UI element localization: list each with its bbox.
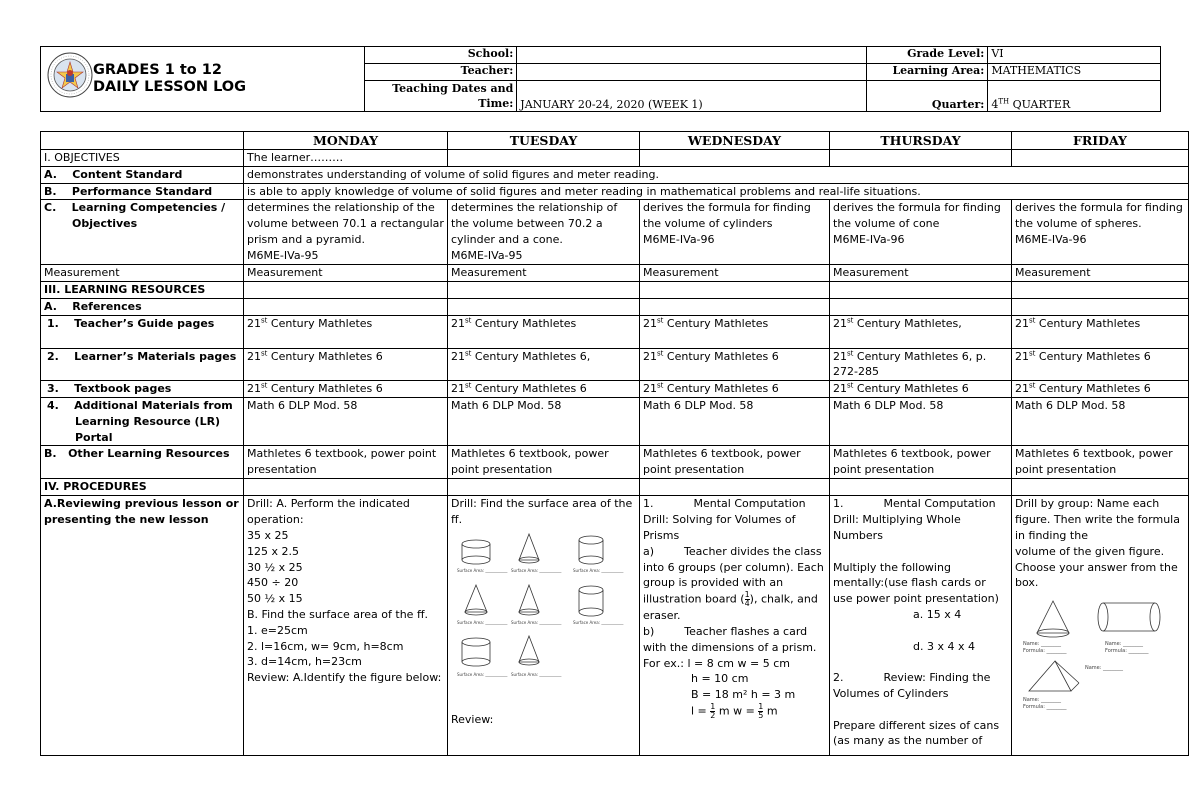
formula-label-1: Formula: ________ bbox=[1023, 648, 1067, 655]
objectives-value: The learner……… bbox=[244, 150, 448, 167]
figure-cylinder-4 bbox=[462, 638, 490, 666]
figures-worksheet bbox=[1015, 597, 1180, 722]
review-row bbox=[41, 496, 1189, 756]
figure-pyramid-friday bbox=[1029, 661, 1079, 691]
textbook-row bbox=[41, 381, 1189, 398]
measurement-wednesday: Measurement bbox=[640, 264, 830, 281]
teacher-label: Teacher: bbox=[365, 64, 517, 81]
grade-level-label: Grade Level: bbox=[866, 47, 988, 64]
day-header-blank bbox=[41, 132, 244, 150]
references-text: References bbox=[72, 299, 142, 313]
quarter-rest: QUARTER bbox=[1009, 98, 1071, 111]
day-header-wednesday: WEDNESDAY bbox=[640, 132, 830, 150]
lm-monday: 21st Century Mathletes 6 bbox=[244, 348, 448, 381]
references-label bbox=[41, 298, 244, 315]
quarter-label: Quarter: bbox=[866, 81, 988, 112]
header-title-line2: DAILY LESSON LOG bbox=[93, 79, 247, 95]
day-header-tuesday: TUESDAY bbox=[448, 132, 640, 150]
tg-monday: 21st Century Mathletes bbox=[244, 315, 448, 348]
objectives-row bbox=[41, 150, 1189, 167]
teaching-dates-label bbox=[365, 81, 517, 112]
day-header-friday: FRIDAY bbox=[1012, 132, 1189, 150]
tb-monday: 21st Century Mathletes 6 bbox=[244, 381, 448, 398]
other-letter: B. bbox=[44, 447, 57, 461]
quarter-value bbox=[988, 81, 1161, 112]
figure-cone-2 bbox=[465, 585, 487, 615]
references-row bbox=[41, 298, 1189, 315]
other-friday: Mathletes 6 textbook, power point presentation bbox=[1012, 446, 1189, 479]
performance-standard-row bbox=[41, 183, 1189, 200]
learning-resources-row bbox=[41, 281, 1189, 298]
tg-friday: 21st Century Mathletes bbox=[1012, 315, 1189, 348]
figure-cone-4 bbox=[519, 636, 539, 665]
learners-materials-row bbox=[41, 348, 1189, 381]
tb-text: Textbook pages bbox=[74, 382, 172, 396]
teachers-guide-row bbox=[41, 315, 1189, 348]
lm-friday: 21st Century Mathletes 6 bbox=[1012, 348, 1189, 381]
learning-resources-label: III. LEARNING RESOURCES bbox=[41, 281, 244, 298]
review-label-2: presenting the new lesson bbox=[44, 513, 209, 527]
content-standard-value: demonstrates understanding of volume of solid figures and meter reading. bbox=[244, 166, 1189, 183]
measurement-row bbox=[41, 264, 1189, 281]
review-friday: Drill by group: Name each figure. Then write the formula in finding the volume of the given figure. Choose your answer from the box. Name: ________ Formula: ________ Name: ________ Formula: ________ Name: ________ Name: ________ Formula: ________ bbox=[1012, 496, 1189, 756]
header-table bbox=[40, 46, 1161, 112]
competencies-row bbox=[41, 200, 1189, 264]
competencies-label bbox=[41, 200, 244, 264]
competency-monday: determines the relationship of the volume between 70.1 a rectangular prism and a pyramid. M6ME-IVa-95 bbox=[244, 200, 448, 264]
school-value bbox=[517, 47, 866, 64]
lr-tuesday: Math 6 DLP Mod. 58 bbox=[448, 397, 640, 445]
day-header-thursday: THURSDAY bbox=[830, 132, 1012, 150]
other-text: Other Learning Resources bbox=[68, 447, 230, 461]
lr-wednesday: Math 6 DLP Mod. 58 bbox=[640, 397, 830, 445]
performance-standard-letter: B. bbox=[44, 184, 57, 198]
performance-standard-value: is able to apply knowledge of volume of solid figures and meter reading in mathematical problems and real-life situations. bbox=[244, 183, 1189, 200]
references-letter: A. bbox=[44, 299, 57, 313]
teaching-dates-label-1: Teaching Dates and bbox=[392, 82, 514, 95]
lr-thursday: Math 6 DLP Mod. 58 bbox=[830, 397, 1012, 445]
tb-num: 3. bbox=[47, 382, 59, 396]
measurement-friday: Measurement bbox=[1012, 264, 1189, 281]
header-title-cell bbox=[41, 47, 365, 112]
competencies-label-1: Learning Competencies / bbox=[71, 201, 226, 215]
lm-tuesday: 21st Century Mathletes 6, bbox=[448, 348, 640, 381]
performance-standard-label bbox=[41, 183, 244, 200]
lm-num: 2. bbox=[47, 349, 59, 363]
competencies-letter: C. bbox=[44, 201, 57, 215]
figure-cylinder-2 bbox=[579, 536, 603, 564]
lr-monday: Math 6 DLP Mod. 58 bbox=[244, 397, 448, 445]
surface-area-label-6: Surface Area: ___________ bbox=[573, 619, 624, 625]
performance-standard-text: Performance Standard bbox=[71, 184, 213, 198]
competency-thursday: derives the formula for finding the volume of cone M6ME-IVa-96 bbox=[830, 200, 1012, 264]
measurement-tuesday: Measurement bbox=[448, 264, 640, 281]
tb-wednesday: 21st Century Mathletes 6 bbox=[640, 381, 830, 398]
review-thursday: 1. Mental Computation Drill: Multiplying Whole Numbers Multiply the following mentally:(use flash cards or use power point presentation) a. 15 x 4 d. 3 x 4 x 4 2. Review: Finding the Volumes of Cylinders Prepare different sizes of cans (as many as the number of bbox=[830, 496, 1012, 756]
surface-area-label-1: Surface Area: ___________ bbox=[457, 567, 508, 573]
tg-num: 1. bbox=[47, 316, 59, 330]
surface-area-label-4: Surface Area: ___________ bbox=[457, 619, 508, 625]
tg-text: Teacher’s Guide pages bbox=[74, 316, 215, 330]
tuesday-review-label: Review: bbox=[451, 712, 494, 726]
name-label-4: Name: ________ bbox=[1023, 697, 1062, 704]
surface-area-worksheet bbox=[451, 530, 631, 700]
figure-cylinder-1 bbox=[462, 540, 490, 564]
lr-portal-row bbox=[41, 397, 1189, 445]
procedures-label: IV. PROCEDURES bbox=[41, 479, 244, 496]
figure-cone-1 bbox=[519, 534, 539, 563]
tb-friday: 21st Century Mathletes 6 bbox=[1012, 381, 1189, 398]
name-label-2: Name: ________ bbox=[1105, 641, 1144, 648]
fraction-one-half: $\frac{1}{2}$ bbox=[710, 701, 716, 720]
lm-wednesday: 21st Century Mathletes 6 bbox=[640, 348, 830, 381]
other-monday: Mathletes 6 textbook, power point presentation bbox=[244, 446, 448, 479]
content-standard-row bbox=[41, 166, 1189, 183]
other-resources-row bbox=[41, 446, 1189, 479]
content-standard-letter: A. bbox=[44, 167, 57, 181]
review-label bbox=[41, 496, 244, 756]
tb-tuesday: 21st Century Mathletes 6 bbox=[448, 381, 640, 398]
measurement-monday: Measurement bbox=[244, 264, 448, 281]
figure-cylinder-3 bbox=[579, 586, 603, 616]
teaching-dates-value: JANUARY 20-24, 2020 (WEEK 1) bbox=[517, 81, 866, 112]
competency-tuesday: determines the relationship of the volume between 70.2 a cylinder and a cone. M6ME-IVa-95 bbox=[448, 200, 640, 264]
name-label-1: Name: ________ bbox=[1023, 641, 1062, 648]
header-title-line1: GRADES 1 to 12 bbox=[93, 62, 222, 78]
day-header-monday: MONDAY bbox=[244, 132, 448, 150]
lr-portal-label bbox=[41, 397, 244, 445]
competency-wednesday: derives the formula for finding the volume of cylinders M6ME-IVa-96 bbox=[640, 200, 830, 264]
content-standard-label bbox=[41, 166, 244, 183]
surface-area-label-3: Surface Area: ___________ bbox=[573, 567, 624, 573]
other-wednesday: Mathletes 6 textbook, power point presentation bbox=[640, 446, 830, 479]
formula-label-2: Formula: ________ bbox=[1105, 648, 1149, 655]
review-wednesday: 1. Mental Computation Drill: Solving for Volumes of Prisms a) Teacher divides the class into 6 groups (per column). Each group is provided with an illustration board ( $\frac{1}{4}$ ), chalk, and eraser. b) Teacher flashes a card with the dimensions of a prism. For ex.: l = 8 cm w = 5 cm h = 10 cm B = 18 m² h = 3 m l = $\frac{1}{2}$ m w = $\frac{1}{5}$ m bbox=[640, 496, 830, 756]
tg-wednesday: 21st Century Mathletes bbox=[640, 315, 830, 348]
review-label-1: A.Reviewing previous lesson or bbox=[44, 497, 239, 511]
lr-label-2: Learning Resource (LR) Portal bbox=[75, 414, 221, 444]
competency-friday: derives the formula for finding the volume of spheres. M6ME-IVa-96 bbox=[1012, 200, 1189, 264]
content-standard-text: Content Standard bbox=[72, 167, 183, 181]
figure-cone-friday bbox=[1037, 601, 1069, 637]
lm-text: Learner’s Materials pages bbox=[74, 349, 237, 363]
name-label-3: Name: ________ bbox=[1085, 665, 1124, 672]
quarter-sup: TH bbox=[998, 97, 1010, 106]
tg-thursday: 21st Century Mathletes, bbox=[830, 315, 1012, 348]
days-row bbox=[41, 132, 1189, 150]
review-tuesday: Drill: Find the surface area of the ff. Surface Area: ___________ Surface Area: ___________ Surface Area: ___________ Surface Area: ___________ Surface Area: ___________ Surface Area: ___________ Surface Area: ___________ Surface Area: ___________ Review: bbox=[448, 496, 640, 756]
surface-area-label-8: Surface Area: ___________ bbox=[511, 671, 562, 677]
surface-area-label-5: Surface Area: ___________ bbox=[511, 619, 562, 625]
surface-area-label-7: Surface Area: ___________ bbox=[457, 671, 508, 677]
figure-cylinder-friday bbox=[1098, 603, 1160, 631]
teachers-guide-label bbox=[41, 315, 244, 348]
other-thursday: Mathletes 6 textbook, power point presentation bbox=[830, 446, 1012, 479]
tb-thursday: 21st Century Mathletes 6 bbox=[830, 381, 1012, 398]
teaching-dates-label-2: Time: bbox=[478, 97, 514, 110]
review-monday: Drill: A. Perform the indicated operation: 35 x 25 125 x 2.5 30 ½ x 25 450 ÷ 20 50 ½ x 15 B. Find the surface area of the ff. 1. e=25cm 2. l=16cm, w= 9cm, h=8cm 3. d=14cm, h=23cm Review: A.Identify the figure below: bbox=[244, 496, 448, 756]
other-resources-label bbox=[41, 446, 244, 479]
formula-label-3: Formula: ________ bbox=[1023, 704, 1067, 711]
lr-friday: Math 6 DLP Mod. 58 bbox=[1012, 397, 1189, 445]
quarter-num: 4 bbox=[991, 98, 999, 111]
school-label: School: bbox=[365, 47, 517, 64]
grade-level-value: VI bbox=[988, 47, 1161, 64]
other-tuesday: Mathletes 6 textbook, power point presentation bbox=[448, 446, 640, 479]
figure-cone-3 bbox=[519, 585, 539, 615]
measurement-label: Measurement bbox=[41, 264, 244, 281]
procedures-row bbox=[41, 479, 1189, 496]
measurement-thursday: Measurement bbox=[830, 264, 1012, 281]
fraction-one-fifth: $\frac{1}{5}$ bbox=[758, 701, 764, 720]
learning-area-value: MATHEMATICS bbox=[988, 64, 1161, 81]
fraction-one-fourth: $\frac{1}{4}$ bbox=[744, 590, 750, 609]
teacher-value bbox=[517, 64, 866, 81]
lr-num: 4. bbox=[47, 398, 59, 412]
objectives-label: I. OBJECTIVES bbox=[41, 150, 244, 167]
learning-area-label: Learning Area: bbox=[866, 64, 988, 81]
competencies-label-2: Objectives bbox=[72, 217, 138, 231]
learners-materials-label bbox=[41, 348, 244, 381]
tg-tuesday: 21st Century Mathletes bbox=[448, 315, 640, 348]
surface-area-label-2: Surface Area: ___________ bbox=[511, 567, 562, 573]
lesson-log-table bbox=[40, 131, 1189, 756]
lr-label-1: Additional Materials from bbox=[74, 398, 233, 412]
lm-thursday: 21st Century Mathletes 6, p. 272-285 bbox=[830, 348, 1012, 381]
textbook-label bbox=[41, 381, 244, 398]
